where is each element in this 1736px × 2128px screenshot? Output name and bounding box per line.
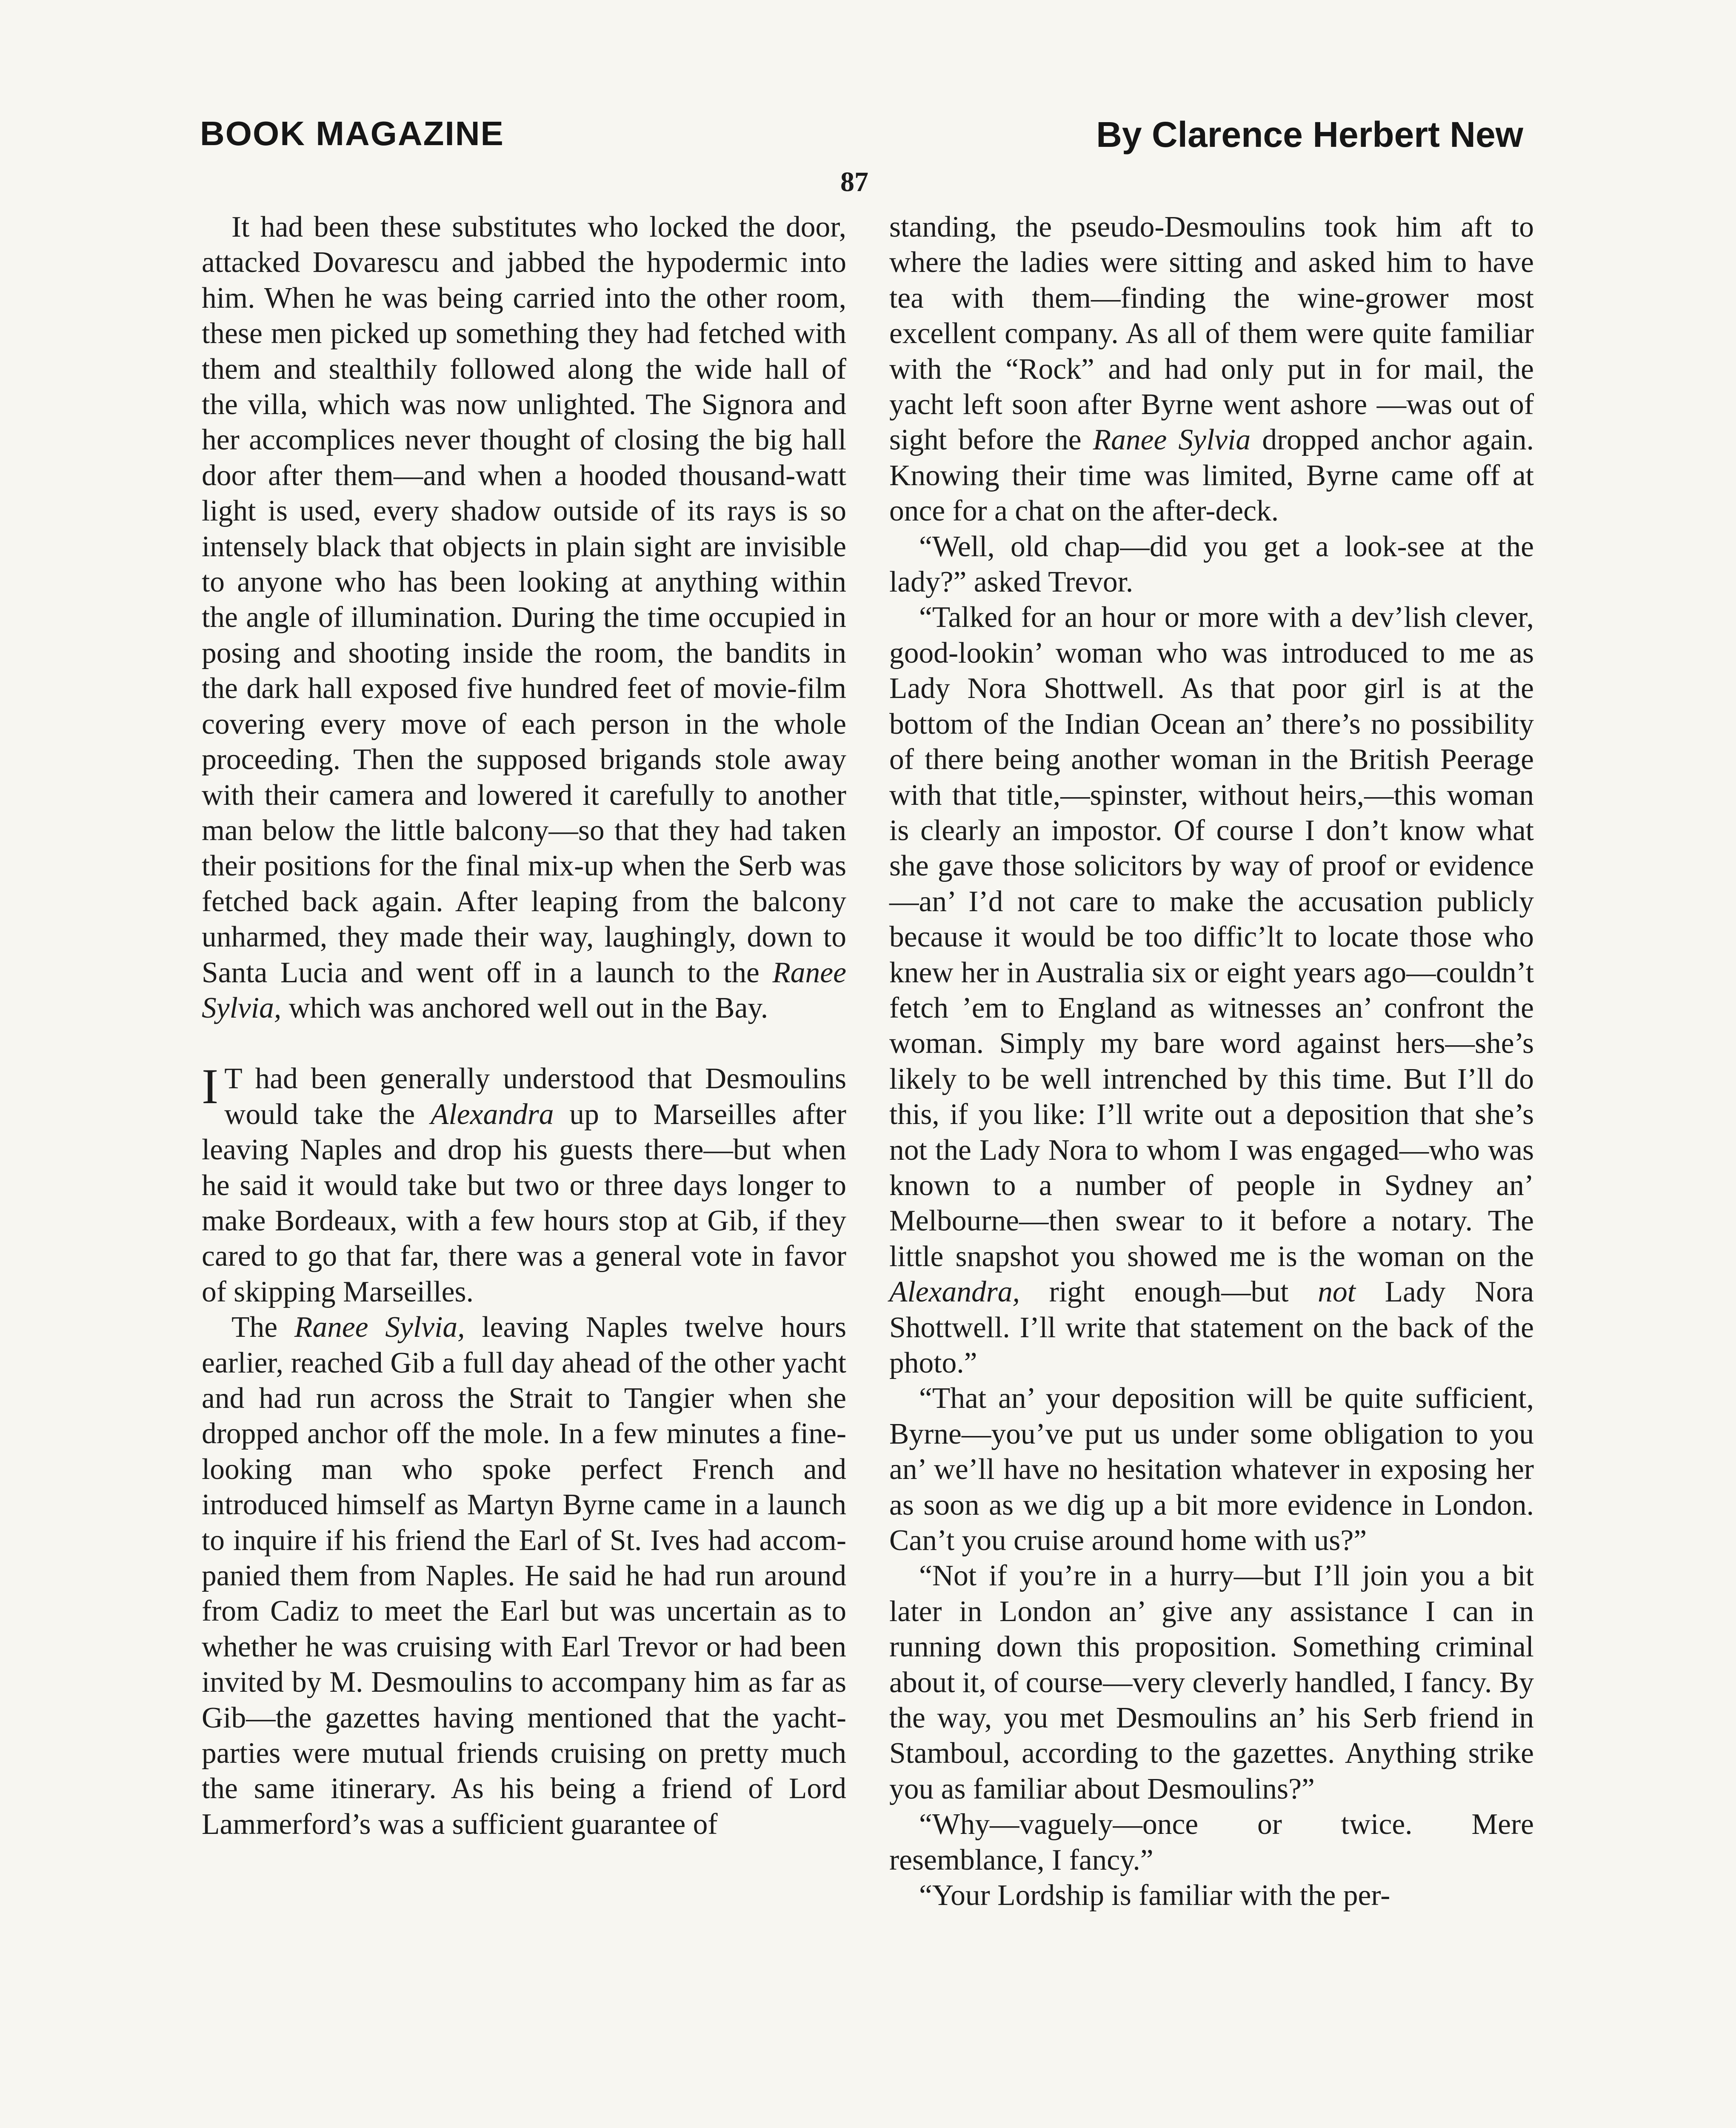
paragraph: “Why—vaguely—once or twice. Mere resemblance, I fancy.” <box>889 1808 1534 1876</box>
paragraph: The Ranee Sylvia, leaving Naples twelve hours earlier, reached Gib a full day ahead of the other yacht and had run across the Strait to Tangier when she dropped anchor off the mole. In a few minutes a fine-looking man who spoke perfect French and introduced himself as Martyn Byrne came in a launch to inquire if his friend the Earl of St. Ives had accompanied them from Naples. He said he had run around from Cadiz to meet the Earl but was uncertain as to whether he was cruising with Earl Trevor or had been invited by M. Desmoulins to accompany him as far as Gib—the gazettes having mentioned that the yacht-parties were mutual friends cruising on pretty much the same itinerary. As his being a friend of Lord Lammerford’s was a sufficient guarantee of <box>202 1311 846 1841</box>
drop-cap: I <box>202 1058 219 1115</box>
paragraph: It had been these substitutes who locked the door, attacked Dovarescu and jabbed the hypodermic into him. When he was being carried into the other room, these men picked up something they had fetched with them and stealthily followed along the wide hall of the villa, which was now unlighted. The Signora and her accomplices never thought of closing the big hall door after them—and when a hooded thousand-watt light is used, every shadow outside of its rays is so intensely black that objects in plain sight are invisible to anyone who has been looking at anything within the angle of illumination. During the time occupied in posing and shooting inside the room, the bandits in the dark hall exposed five hundred feet of movie-film covering every move of each person in the whole proceeding. Then the supposed brigands stole away with their camera and lowered it carefully to another man below the little balcony—so that they had taken their positions for the final mix-up when the Serb was fetched back again. After leaping from the balcony unharmed, they made their way, laughingly, down to Santa Lucia and went off in a launch to the Ranee Sylvia, which was anchored well out in the Bay. <box>202 211 846 1024</box>
author-byline: By Clarence Herbert New <box>1096 114 1523 154</box>
paragraph: “Not if you’re in a hurry—but I’ll join you a bit later in London an’ give any assistance I can in running down this proposition. Something criminal about it, of course—very cleverly handled, I fancy. By the way, you met Desmoulins an’ his Serb friend in Stamboul, according to the gazettes. Anything strike you as familiar about Desmoulins?” <box>889 1559 1534 1805</box>
left-column <box>202 209 846 1842</box>
magazine-title: BOOK MAGAZINE <box>200 114 504 152</box>
section-paragraph: I T had been generally understood that Desmoulins would take the Alexandra up to Marseilles after leaving Naples and drop his guests there—but when he said it would take but two or three days longer to make Bordeaux, with a few hours stop at Gib, if they cared to go that far, there was a general vote in favor of skipping Marseilles. <box>202 1058 846 1308</box>
paragraph: “Well, old chap—did you get a look-see at the lady?” asked Trevor. <box>889 530 1534 599</box>
page-number: 87 <box>840 166 868 197</box>
right-column <box>889 209 1534 1913</box>
paragraph: “Your Lordship is familiar with the per- <box>919 1879 1391 1912</box>
paragraph: “That an’ your deposition will be quite sufficient, Byrne—you’ve put us under some obligation to you an’ we’ll have no hesitation whatever in exposing her as soon as we dig up a bit more evidence in London. Can’t you cruise around home with us?” <box>889 1382 1534 1557</box>
paragraph: standing, the pseudo-Desmoulins took him aft to where the ladies were sitting and asked him to have tea with them—finding the wine-grower most excellent company. As all of them were quite familiar with the “Rock” and had only put in for mail, the yacht left soon after Byrne went ashore —was out of sight before the Ranee Sylvia dropped anchor again. Knowing their time was limited, Byrne came off at once for a chat on the after-deck. <box>889 211 1534 528</box>
paragraph: “Talked for an hour or more with a dev’lish clever, good-lookin’ woman who was introduced to me as Lady Nora Shottwell. As that poor girl is at the bottom of the Indian Ocean an’ there’s no possibility of there being another woman in the British Peerage with that title,—spinster, without heirs,—this woman is clearly an impostor. Of course I don’t know what she gave those solicitors by way of proof or evidence—an’ I’d not care to make the accusation publicly because it would be too diffic’lt to locate those who knew her in Australia six or eight years ago—couldn’t fetch ’em to England as witnesses an’ confront the woman. Simply my bare word against hers—she’s likely to be well intrenched by this time. But I’ll do this, if you like: I’ll write out a deposition that she’s not the Lady Nora to whom I was engaged—who was known to a number of people in Sydney an’ Melbourne—then swear to it before a notary. The little snapshot you showed me is the woman on the Alexandra, right enough—but not Lady Nora Shottwell. I’ll write that statement on the back of the photo.” <box>889 601 1534 1379</box>
